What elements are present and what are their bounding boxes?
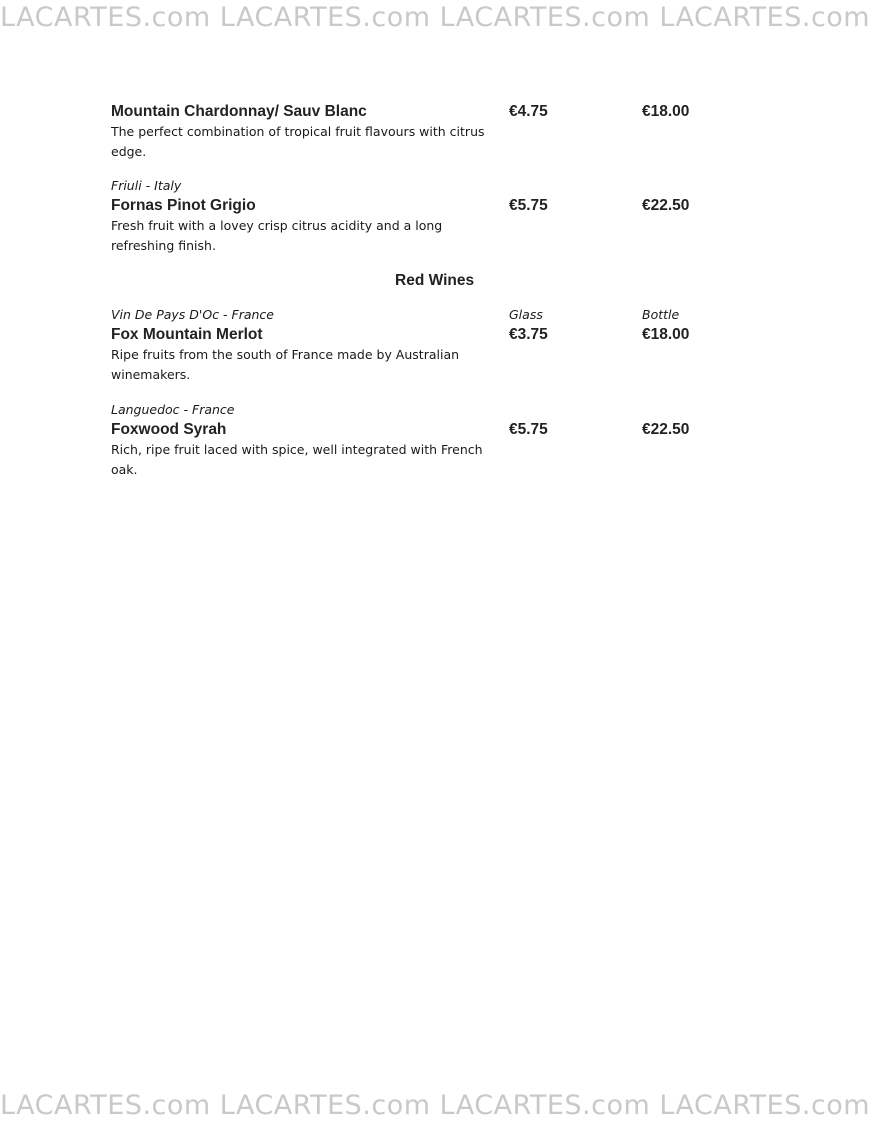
glass-price: €3.75: [509, 326, 548, 343]
watermark-bottom: LACARTES.com LACARTES.com LACARTES.com LACARTES.com: [0, 1090, 870, 1121]
wine-region: Friuli - Italy: [111, 178, 182, 193]
wine-item-foxwood-syrah: [111, 400, 751, 479]
glass-price: €4.75: [509, 103, 548, 120]
watermark-top: LACARTES.com LACARTES.com LACARTES.com LACARTES.com: [0, 2, 870, 33]
wine-description: Fresh fruit with a lovey crisp citrus acidity and a long refreshing finish.: [111, 218, 443, 253]
bottle-column-header: Bottle: [642, 307, 680, 322]
bottle-price: €18.00: [642, 103, 690, 120]
wine-description: The perfect combination of tropical fruit flavours with citrus edge.: [111, 124, 485, 159]
wine-item-fornas-pinot-grigio: [111, 176, 751, 255]
wine-name: Mountain Chardonnay/ Sauv Blanc: [111, 103, 367, 120]
glass-price: €5.75: [509, 421, 548, 438]
bottle-price: €22.50: [642, 197, 690, 214]
wine-region: Vin De Pays D'Oc - France: [111, 307, 274, 322]
wine-description: Rich, ripe fruit laced with spice, well integrated with French oak.: [111, 442, 483, 477]
wine-region: Languedoc - France: [111, 402, 235, 417]
wine-name: Fox Mountain Merlot: [111, 326, 263, 343]
wine-name: Foxwood Syrah: [111, 421, 227, 438]
bottle-price: €22.50: [642, 421, 690, 438]
bottle-price: €18.00: [642, 326, 690, 343]
wine-item-fox-mountain-merlot: [111, 305, 751, 384]
wine-name: Fornas Pinot Grigio: [111, 197, 256, 214]
section-title-red-wines: Red Wines: [395, 272, 475, 289]
glass-column-header: Glass: [509, 307, 543, 322]
wine-description: Ripe fruits from the south of France made by Australian winemakers.: [111, 347, 460, 382]
glass-price: €5.75: [509, 197, 548, 214]
wine-item-mountain-chardonnay: [111, 102, 751, 161]
